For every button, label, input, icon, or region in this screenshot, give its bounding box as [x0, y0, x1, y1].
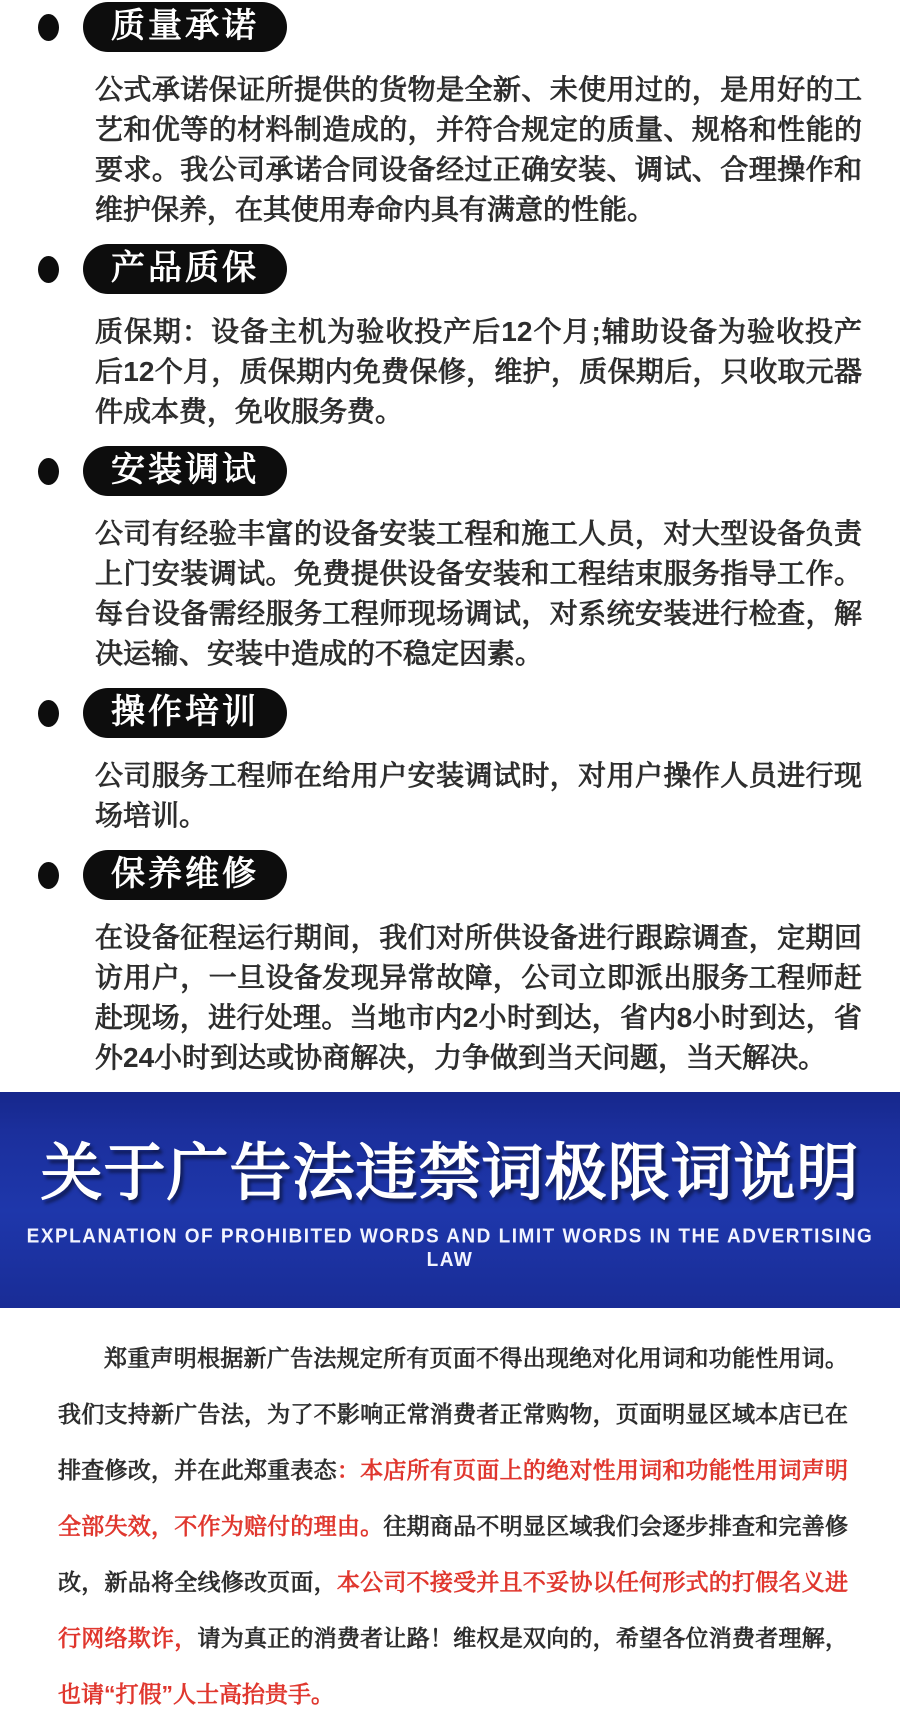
section-badge: 保养维修 — [83, 850, 287, 900]
section-body: 质保期：设备主机为验收投产后12个月;辅助设备为验收投产后12个月，质保期内免费保修，维护，质保期后，只收取元器件成本费，免收服务费。 — [95, 316, 862, 427]
section-body: 公司有经验丰富的设备安装工程和施工人员，对大型设备负责上门安装调试。免费提供设备安装和工程结束服务指导工作。每台设备需经服务工程师现场调试，对系统安装进行检查，解决运输、安装中造成的不稳定因素。 — [95, 518, 862, 669]
disclaimer-segment-red: 本公司不接受并且不妥协以任何形式的打假名义进行网络欺诈， — [58, 1569, 849, 1651]
section-header — [38, 688, 900, 738]
banner-subtitle: EXPLANATION OF PROHIBITED WORDS AND LIMIT WORDS IN THE ADVERTISING LAW — [26, 1226, 874, 1272]
bullet-dot-icon — [38, 862, 59, 889]
section-header — [38, 850, 900, 900]
section-header — [38, 446, 900, 496]
bullet-dot-icon — [38, 14, 59, 41]
banner-title: 关于广告法违禁词极限词说明 — [40, 1139, 860, 1208]
section-body: 在设备征程运行期间，我们对所供设备进行跟踪调查，定期回访用户，一旦设备发现异常故障，公司立即派出服务工程师赶赴现场，进行处理。当地市内2小时到达，省内8小时到达，省外24小时到达或协商解决，力争做到当天问题，当天解决。 — [95, 922, 862, 1073]
disclaimer-text — [58, 1330, 848, 1722]
bullet-dot-icon — [38, 700, 59, 727]
section-badge: 产品质保 — [83, 244, 287, 294]
disclaimer-segment-red: ：本店所有页面上的绝对性用词和功能性用词声明全部失效，不作为赔付的理由。 — [58, 1457, 849, 1539]
section-badge: 质量承诺 — [83, 2, 287, 52]
disclaimer-segment: 往期商品不明显区域我们会逐步排查和完善修改，新品将全线修改页面， — [58, 1513, 849, 1595]
section-maintenance-repair — [0, 850, 900, 1078]
disclaimer-segment: 郑重声明根据新广告法规定所有页面不得出现绝对化用词和功能性用词。我们支持新广告法，为了不影响正常消费者正常购物，页面明显区域本店已在排查修改，并在此郑重表态 — [58, 1345, 848, 1483]
section-badge: 操作培训 — [83, 688, 287, 738]
disclaimer-segment-red: 也请“打假”人士高抬贵手。 — [58, 1681, 334, 1707]
section-badge: 安装调试 — [83, 446, 287, 496]
section-operation-training — [0, 688, 900, 836]
section-body: 公式承诺保证所提供的货物是全新、未使用过的，是用好的工艺和优等的材料制造成的，并符合规定的质量、规格和性能的要求。我公司承诺合同设备经过正确安装、调试、合理操作和维护保养，在其使用寿命内具有满意的性能。 — [95, 74, 862, 225]
section-quality-promise — [0, 2, 900, 230]
section-product-warranty — [0, 244, 900, 432]
section-header — [38, 2, 900, 52]
bullet-dot-icon — [38, 256, 59, 283]
disclaimer-segment: 请为真正的消费者让路！维权是双向的，希望各位消费者理解， — [197, 1625, 849, 1651]
section-installation-debugging — [0, 446, 900, 674]
section-header — [38, 244, 900, 294]
section-body: 公司服务工程师在给用户安装调试时，对用户操作人员进行现场培训。 — [95, 760, 862, 831]
bullet-dot-icon — [38, 458, 59, 485]
advertising-law-banner — [0, 1092, 900, 1308]
